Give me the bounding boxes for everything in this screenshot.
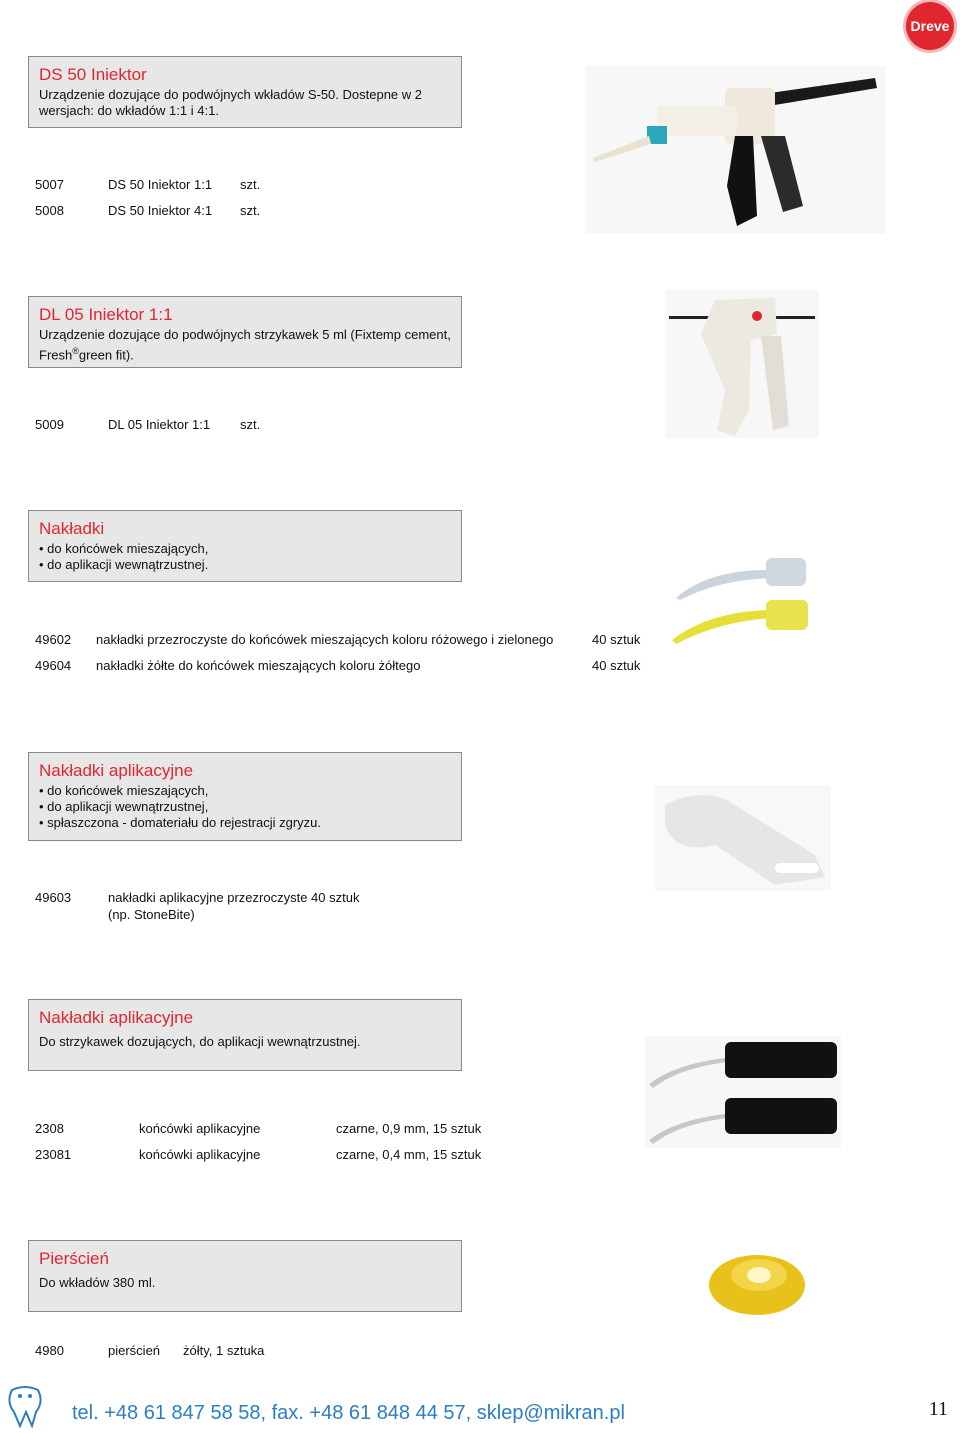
- product-name: pierścień: [108, 1343, 161, 1358]
- product-code: 5009: [35, 417, 64, 432]
- product-unit: 40 sztuk: [592, 632, 641, 647]
- section-koncowki-box: [28, 999, 462, 1071]
- product-code: 4980: [35, 1343, 64, 1358]
- ds50-injector-image: [585, 66, 885, 234]
- section-title: DL 05 Iniektor 1:1: [39, 305, 173, 324]
- section-ds50-box: [28, 56, 462, 128]
- product-unit: szt.: [240, 417, 261, 432]
- bullet-list: [39, 541, 451, 573]
- tips-image: [668, 550, 814, 646]
- product-name: nakładki przezroczyste do końcówek mieszających koloru różowego i zielonego: [96, 632, 554, 647]
- section-pierscien-box: [28, 1240, 462, 1312]
- product-code: 49604: [35, 658, 72, 673]
- section-description: Do strzykawek dozujących, do aplikacji wewnątrzustnej.: [39, 1034, 361, 1049]
- product-code: 2308: [35, 1121, 64, 1136]
- yellow-ring-image: [705, 1245, 809, 1317]
- tooth-mascot-icon: [2, 1382, 48, 1428]
- page-number: 11: [928, 1398, 948, 1420]
- section-description: Urządzenie dozujące do podwójnych strzykawek 5 ml (Fixtemp cement, Fresh®green fit).: [39, 327, 451, 363]
- black-tips-image: [645, 1036, 841, 1148]
- section-title: DS 50 Iniektor: [39, 65, 147, 84]
- section-description: Urządzenie dozujące do podwójnych wkładów S-50. Dostepne w 2 wersjach: do wkładów 1:1 i 4:1.: [39, 87, 422, 118]
- dl05-injector-image: [665, 290, 819, 438]
- product-code: 23081: [35, 1147, 72, 1162]
- product-note: (np. StoneBite): [108, 907, 195, 922]
- product-unit: żółty, 1 sztuka: [183, 1343, 265, 1358]
- flat-tip-image: [655, 785, 831, 891]
- product-unit: czarne, 0,4 mm, 15 sztuk: [336, 1147, 482, 1162]
- product-unit: szt.: [240, 203, 261, 218]
- section-dl05-box: [28, 296, 462, 368]
- list-item: • do końcówek mieszających,: [39, 783, 451, 799]
- product-code: 5007: [35, 177, 64, 192]
- section-title: Nakładki aplikacyjne: [39, 761, 194, 780]
- product-code: 49602: [35, 632, 72, 647]
- list-item: • do końcówek mieszających,: [39, 541, 451, 557]
- product-unit: czarne, 0,9 mm, 15 sztuk: [336, 1121, 482, 1136]
- product-name: DL 05 Iniektor 1:1: [108, 417, 211, 432]
- product-code: 49603: [35, 890, 72, 905]
- product-name: nakładki żółte do końcówek mieszających koloru żółtego: [96, 658, 421, 673]
- section-description: Do wkładów 380 ml.: [39, 1275, 156, 1290]
- section-title: Pierścień: [39, 1249, 109, 1268]
- list-item: • do aplikacji wewnątrzustnej.: [39, 557, 451, 573]
- section-title: Nakładki aplikacyjne: [39, 1008, 194, 1027]
- footer-contact: tel. +48 61 847 58 58, fax. +48 61 848 44 57, sklep@mikran.pl: [72, 1402, 625, 1424]
- product-code: 5008: [35, 203, 64, 218]
- section-nakladki-aplikacyjne-box: [28, 752, 462, 841]
- product-name: końcówki aplikacyjne: [139, 1121, 261, 1136]
- product-name: DS 50 Iniektor 1:1: [108, 177, 213, 192]
- dreve-logo: Dreve: [906, 2, 954, 50]
- list-item: • do aplikacji wewnątrzustnej,: [39, 799, 451, 815]
- section-title: Nakładki: [39, 519, 105, 538]
- product-name: DS 50 Iniektor 4:1: [108, 203, 213, 218]
- product-unit: 40 sztuk: [592, 658, 641, 673]
- product-unit: szt.: [240, 177, 261, 192]
- product-name: nakładki aplikacyjne przezroczyste 40 sztuk: [108, 890, 360, 905]
- product-name: końcówki aplikacyjne: [139, 1147, 261, 1162]
- list-item: • spłaszczona - domateriału do rejestracji zgryzu.: [39, 815, 451, 831]
- bullet-list: [39, 783, 451, 831]
- section-nakladki-box: [28, 510, 462, 582]
